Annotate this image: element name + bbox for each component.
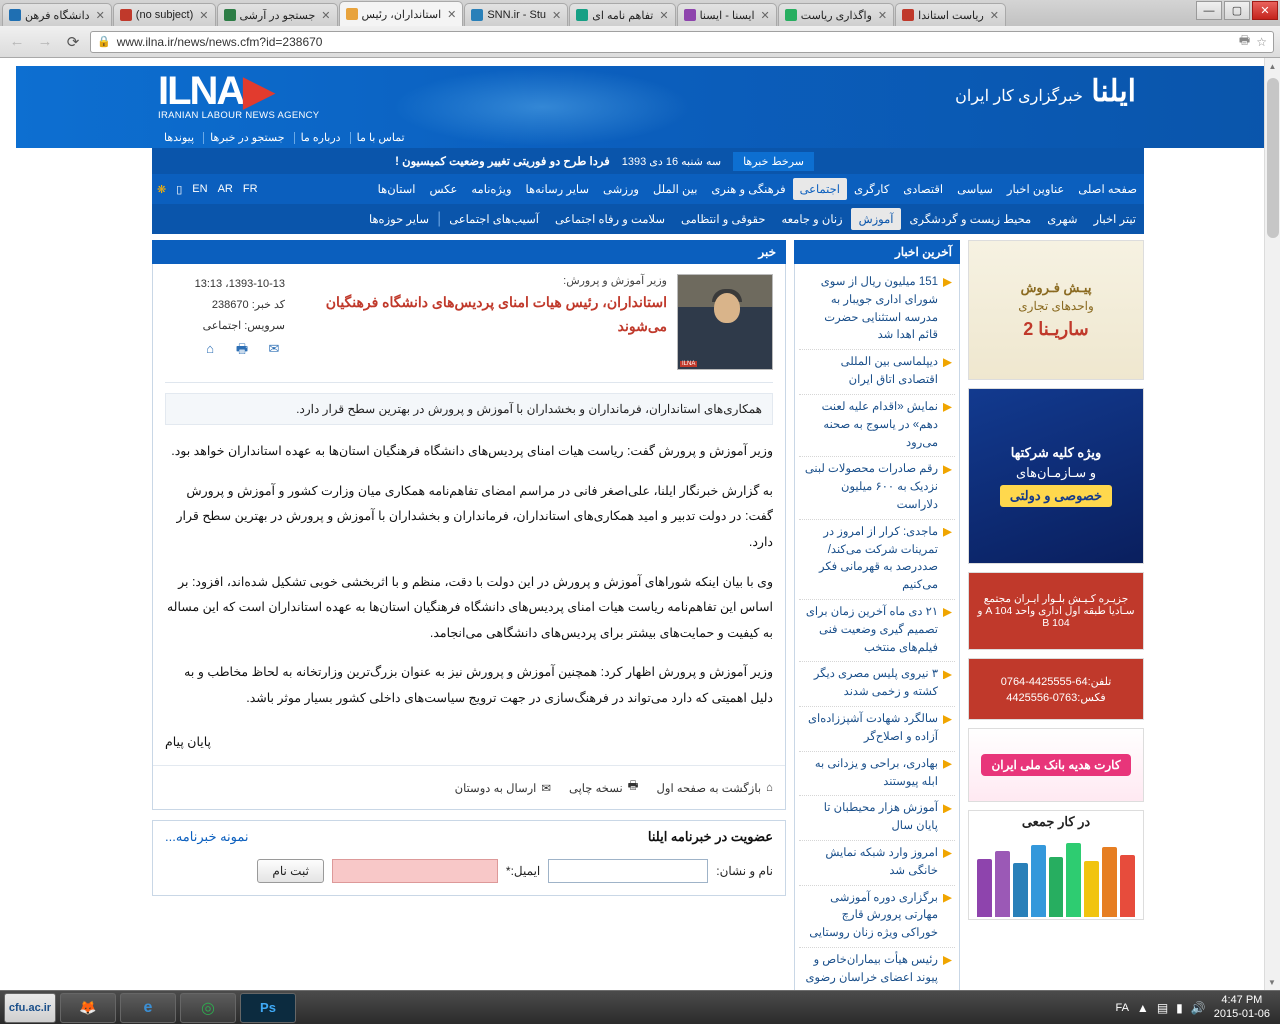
list-item[interactable] — [799, 270, 955, 350]
latest-item-label: رئیس هیأت بیماران‌خاص و پیوند اعضای خراسان رضوی — [805, 954, 938, 984]
latest-news-column — [794, 240, 960, 990]
newsletter-name-input[interactable] — [548, 859, 708, 883]
back-icon[interactable]: ← — [9, 33, 25, 50]
browser-tab-8[interactable] — [895, 3, 1006, 26]
nav-item-culture-art[interactable]: فرهنگی و هنری — [711, 184, 786, 196]
print-icon[interactable]: 🖶 — [1238, 33, 1251, 47]
ad-badge: خصوصی و دولتی — [1000, 485, 1112, 507]
subnav-item-health-welfare[interactable]: سلامت و رفاه اجتماعی — [554, 214, 665, 226]
browser-tab-2[interactable] — [217, 3, 338, 26]
printer-icon: 🖶 — [627, 780, 639, 793]
ad-line-1: پیـش فـروش — [1020, 280, 1092, 295]
tab-favicon — [471, 9, 483, 21]
tab-favicon — [902, 9, 914, 21]
newsletter-submit-button[interactable]: ثبت نام — [257, 859, 324, 883]
subnav-item-legal-police[interactable]: حقوقی و انتظامی — [681, 214, 766, 226]
subnav-item-urban[interactable]: شهری — [1047, 214, 1078, 226]
nav-item-economic[interactable]: اقتصادی — [903, 184, 944, 196]
nav-item-social[interactable]: اجتماعی — [793, 178, 847, 200]
email-icon[interactable]: ✉ — [268, 341, 280, 357]
latest-item-label: سالگرد شهادت آشپززاده‌ای آزاده و اصلاح‌گر — [808, 713, 938, 743]
ad-contact-phone[interactable] — [968, 658, 1144, 720]
browser-tab-6[interactable] — [677, 3, 777, 26]
article-lead: همکاری‌های استانداران، فرمانداران و بخشداران با آموزش و پرورش در بهترین سطح قرار دارد. — [165, 393, 773, 425]
latest-news-title: آخرین اخبار — [794, 240, 960, 264]
article-column — [152, 240, 786, 990]
scroll-up-icon[interactable]: ▲ — [1268, 61, 1277, 71]
subnav-item-other-areas[interactable]: سایر حوزه‌ها — [368, 214, 430, 226]
ilna-logo[interactable] — [158, 69, 388, 121]
arrow-bullet-icon — [943, 403, 952, 412]
article-code-label: کد خبر: — [251, 298, 285, 311]
banner-link-about[interactable]: درباره ما — [294, 132, 347, 144]
newsletter-sample-link[interactable]: نمونه خبرنامه... — [165, 829, 249, 845]
nav-item-photo[interactable]: عکس — [429, 184, 458, 196]
taskbar-item-photoshop[interactable]: Ps — [240, 993, 296, 1023]
tab-close-icon[interactable]: ✕ — [760, 9, 770, 22]
bookmark-star-icon[interactable]: ☆ — [1256, 34, 1267, 49]
banner-links — [158, 131, 411, 144]
minimize-button[interactable]: — — [1196, 1, 1222, 20]
tab-strip — [0, 0, 1280, 26]
article-end-note: پایان پیام — [165, 734, 212, 749]
envelope-icon: ✉ — [541, 782, 552, 795]
article-paragraph: وی با بیان اینکه شوراهای آموزش و پرورش در این دولت با دقت، منظم و با اثربخشی خوبی تشکیل شده‌اند، افزود: بر اساس این تفاهم‌نامه ریاست هیات امنای پردیس‌های دانشگاه فرهنگیان استان‌ها به عهده استانداران است که این مساله به کیفیت و حمایت‌های بیشتر برای پردیس‌های دانشگاهی می‌انجامد. — [166, 574, 773, 640]
tab-label: واگذاری ریاست — [800, 9, 872, 22]
rss-icon[interactable]: ❋ — [157, 183, 167, 196]
subnav-divider: | — [437, 210, 442, 227]
tab-label: تفاهم نامه ای — [592, 9, 654, 22]
browser-tab-5[interactable] — [569, 3, 675, 26]
list-item[interactable] — [799, 395, 955, 457]
subnav-item-environment-tourism[interactable]: محیط زیست و گردشگری — [909, 214, 1032, 226]
brand-name: ایلنا — [1091, 75, 1136, 108]
article-service-value[interactable]: اجتماعی — [202, 319, 242, 332]
clock-time: 4:47 PM — [1221, 993, 1263, 1006]
taskbar-item-internet-explorer[interactable]: e — [120, 993, 176, 1023]
browser-tab-4[interactable] — [464, 3, 568, 26]
back-to-home-link[interactable] — [657, 778, 773, 797]
latest-news-list — [794, 264, 960, 990]
page-scrollbar[interactable] — [1264, 58, 1280, 990]
nav-item-sports[interactable]: ورزشی — [603, 184, 639, 196]
article-code-value: 238670 — [211, 298, 249, 311]
logo-main-text: ILNA — [158, 69, 244, 113]
mobile-icon[interactable]: ▯ — [176, 183, 183, 196]
clock[interactable] — [1214, 994, 1270, 1022]
taskbar-item-cfu[interactable]: cfu.ac.ir — [4, 993, 56, 1023]
forward-icon[interactable]: → — [37, 33, 53, 50]
tab-close-icon[interactable]: ✕ — [321, 9, 331, 22]
lang-fr[interactable]: FR — [242, 183, 258, 195]
tab-close-icon[interactable]: ✕ — [989, 9, 999, 22]
arrow-bullet-icon — [943, 715, 952, 724]
volume-icon[interactable]: 🔊 — [1190, 1000, 1206, 1015]
tab-favicon — [120, 9, 132, 21]
latest-item-label: آموزش هزار محیطبان تا پایان سال — [823, 802, 938, 833]
lang-ar[interactable]: AR — [217, 183, 233, 195]
subnav-item-social-harms[interactable]: آسیب‌های اجتماعی — [449, 214, 539, 226]
home-icon: ⌂ — [766, 781, 773, 794]
url-text: www.ilna.ir/news/news.cfm?id=238670 — [116, 34, 323, 49]
article-service-label: سرویس: — [244, 319, 285, 332]
ad-caption: در کار جمعی — [1021, 814, 1091, 829]
article-header — [153, 264, 785, 370]
article-box — [152, 264, 786, 810]
page-viewport — [0, 58, 1280, 990]
arrow-bullet-icon — [943, 528, 952, 537]
latest-item-label: بهادری، براحی و یزدانی به ابله پیوستند — [814, 757, 938, 788]
world-map-graphic — [392, 68, 692, 146]
tab-close-icon[interactable]: ✕ — [95, 9, 105, 22]
newsletter-header — [153, 821, 785, 853]
network-icon[interactable]: ▤ — [1156, 1000, 1169, 1015]
tab-favicon — [785, 9, 797, 21]
ad-group-work-pencils[interactable] — [968, 810, 1144, 920]
back-to-home-label: بازگشت به صفحه اول — [656, 782, 762, 795]
windows-taskbar — [0, 990, 1280, 1024]
article-paragraph: وزیر آموزش و پرورش گفت: ریاست هیات امنای پردیس‌های دانشگاه فرهنگیان استان‌ها به عهده استانداران خواهد بود. — [171, 444, 773, 458]
ad-sarina-commercial[interactable] — [968, 240, 1144, 380]
subnav-item-news-titles[interactable]: تیتر اخبار — [1093, 214, 1136, 226]
arrow-bullet-icon — [943, 804, 952, 813]
reload-icon[interactable]: ⟳ — [66, 33, 80, 51]
article-paragraph: وزیر آموزش و پرورش اظهار کرد: همچنین آموزش و پرورش نیز به عنوان بزرگ‌ترین وزارتخانه به لحاظ مخاطب و به دلیل اهمیتی که دارد می‌تواند در فرهنگ‌سازی در جهت ترویج سیاست‌های داخلی کشور بسیار موثر باشد. — [184, 665, 773, 705]
print-icon[interactable]: 🖶 — [235, 341, 249, 357]
newsletter-email-label: ایمیل:* — [505, 864, 541, 879]
list-item[interactable] — [799, 520, 955, 600]
logo-subtitle: IRANIAN LABOUR NEWS AGENCY — [158, 110, 320, 121]
newsletter-name-label: نام و نشان: — [716, 864, 773, 879]
arrow-bullet-icon — [943, 956, 952, 965]
banner-link-links[interactable]: پیوندها — [164, 132, 195, 144]
headline-tag: سرخط خبرها — [733, 152, 814, 171]
tab-favicon — [224, 9, 236, 21]
arrow-bullet-icon — [943, 358, 952, 367]
tab-label: جستجو در آرشی — [239, 9, 316, 22]
list-item[interactable] — [799, 662, 955, 707]
headline-text[interactable]: فردا طرح دو فوریتی تغییر وضعیت کمیسیون ! — [395, 156, 610, 168]
browser-tab-7[interactable] — [778, 3, 894, 26]
latest-item-label: دیپلماسی بین المللی اقتصادی اتاق ایران — [840, 356, 938, 387]
ad-line-3: ساریـنا 2 — [1023, 319, 1089, 339]
logo-text — [158, 69, 388, 113]
arrow-bullet-icon — [943, 849, 952, 858]
taskbar-item-firefox[interactable]: 🦊 — [60, 993, 116, 1023]
tab-close-icon[interactable]: ✕ — [447, 8, 457, 21]
tab-label: SNN.ir - Stu — [487, 9, 547, 21]
send-to-friends-link[interactable] — [455, 778, 551, 797]
navigation-toolbar — [0, 26, 1280, 58]
browser-tab-1[interactable] — [113, 3, 216, 26]
window-controls — [1196, 1, 1278, 20]
tab-close-icon[interactable]: ✕ — [659, 9, 669, 22]
ad-melli-gift-card[interactable] — [968, 728, 1144, 802]
ilna-website — [16, 66, 1280, 990]
latest-item-label: ۳ نیروی پلیس مصری دیگر کشته و زخمی شدند — [813, 668, 938, 699]
chevron-up-icon[interactable]: ▲ — [1136, 1000, 1149, 1015]
ad-fax: فکس:0763-4425556 — [1006, 691, 1106, 704]
ad-line-1: ویژه کلیه شرکتها — [1010, 445, 1102, 460]
nav-item-labour[interactable]: کارگری — [853, 184, 890, 196]
primary-navigation — [152, 174, 1144, 204]
secondary-navigation — [152, 204, 1144, 234]
arrow-bullet-icon — [943, 608, 952, 617]
advertisement-column — [968, 240, 1144, 990]
article-body — [153, 439, 785, 755]
tab-favicon — [9, 9, 21, 21]
article-tool-icons — [165, 337, 285, 359]
nav-item-headlines[interactable]: عناوین اخبار — [1006, 184, 1065, 196]
system-tray — [1115, 994, 1276, 1022]
nav-item-international[interactable]: بین الملل — [652, 184, 698, 196]
list-item[interactable] — [799, 350, 955, 395]
arrow-bullet-icon — [943, 894, 952, 903]
arrow-bullet-icon — [943, 278, 952, 287]
home-icon[interactable]: ⌂ — [206, 341, 214, 357]
arrow-bullet-icon — [943, 670, 952, 679]
nav-item-special[interactable]: ویژه‌نامه — [471, 184, 512, 196]
article-section-header: خبر — [152, 240, 786, 264]
page-content — [152, 240, 1144, 990]
divider — [165, 382, 773, 383]
close-button[interactable]: ✕ — [1252, 1, 1278, 20]
ad-kish-island[interactable] — [968, 572, 1144, 650]
list-item[interactable] — [799, 796, 955, 841]
battery-icon[interactable]: ▮ — [1176, 1000, 1183, 1015]
list-item[interactable] — [799, 886, 955, 948]
latest-item-label: امروز وارد شبکه نمایش خانگی شد — [825, 846, 938, 877]
nav-item-other-media[interactable]: سایر رسانه‌ها — [525, 184, 590, 196]
latest-item-label: 151 میلیون ریال از سوی شورای اداری جویبار به مدرسه استثنایی حضرت قائم اهدا شد — [820, 276, 938, 342]
browser-tab-3-active[interactable] — [339, 1, 464, 26]
list-item[interactable] — [799, 752, 955, 797]
lang-en[interactable]: EN — [192, 183, 208, 195]
logo-dot-icon: ▶ — [243, 69, 273, 113]
pencils-graphic — [969, 833, 1143, 919]
ad-line-2: و سـازمـان‌های — [1015, 465, 1097, 480]
latest-item-label: نمایش «اقدام علیه لعنت دهم» در یاسوج به صحنه می‌رود — [821, 400, 938, 449]
latest-item-label: برگزاری دوره آموزشی مهارتی پرورش قارچ خوراکی ویژه زنان روستایی — [809, 891, 938, 940]
tab-favicon — [576, 9, 588, 21]
brand-subtitle: خبرگزاری کار ایران — [955, 88, 1083, 105]
latest-item-label: ۲۱ دی ماه آخرین زمان برای تصمیم گیری وضعیت فنی فیلم‌های منتخب — [805, 606, 938, 654]
article-datetime: 1393-10-13، 13:13 — [194, 278, 285, 290]
banner-link-contact[interactable]: تماس با ما — [350, 132, 411, 144]
address-bar[interactable] — [90, 31, 1274, 53]
article-photo — [677, 274, 773, 370]
tab-close-icon[interactable]: ✕ — [877, 9, 888, 22]
list-item[interactable] — [799, 841, 955, 886]
tab-label: ایسنا - ایسنا — [699, 9, 755, 22]
tab-label: ریاست استاندا — [918, 9, 984, 22]
tab-label: استانداران، رئیس — [361, 8, 442, 21]
newsletter-title: عضویت در خبرنامه ایلنا — [647, 829, 773, 845]
list-item[interactable] — [799, 600, 955, 662]
ad-companies-organizations[interactable] — [968, 388, 1144, 564]
language-indicator[interactable]: FA — [1115, 1001, 1129, 1014]
article-footer-links — [153, 765, 785, 809]
latest-item-label: رقم صادرات محصولات لبنی نزدیک به ۶۰۰ میلیون دلاراست — [804, 463, 938, 511]
maximize-button[interactable]: ▢ — [1224, 1, 1250, 20]
site-banner — [16, 66, 1280, 148]
print-version-link[interactable] — [569, 778, 639, 797]
article-paragraph: به گزارش خبرنگار ایلنا، علی‌اصغر فانی در مراسم امضای تفاهم‌نامه همکاری میان وزارت کشور و آموزش و پرورش گفت: در دولت تدبیر و امید همکاری‌های استانداران، فرمانداران و بخشداران با آموزش و پرورش در بهترین سطح قرار دارد. — [176, 483, 773, 549]
tab-label: (no subject) — [135, 9, 194, 21]
banner-link-search[interactable]: جستجو در خبرها — [203, 132, 290, 144]
subnav-item-women-society[interactable]: زنان و جامعه — [781, 214, 843, 226]
list-item[interactable] — [799, 457, 955, 519]
arrow-bullet-icon — [943, 465, 952, 474]
scroll-down-icon[interactable]: ▼ — [1268, 977, 1276, 987]
page-title: استانداران، رئیس هیات امنای پردیس‌های دانشگاه فرهنگیان می‌شوند — [325, 294, 667, 334]
site-brand-fa — [955, 74, 1136, 109]
tab-favicon — [346, 8, 358, 20]
nav-item-political[interactable]: سیاسی — [957, 184, 993, 196]
nav-item-home[interactable]: صفحه اصلی — [1078, 184, 1137, 196]
newsletter-email-input[interactable] — [332, 859, 498, 883]
newsletter-signup — [152, 820, 786, 896]
ad-text: جزیـره کـیـش بلـوار ایـران مجتمع سـادیا طبقه اول اداری واحد A 104 و B 104 — [977, 593, 1135, 629]
clock-date: 2015-01-06 — [1213, 1007, 1270, 1020]
ad-phone: تلفن:64-4425555-0764 — [1000, 675, 1112, 688]
tab-favicon — [684, 9, 696, 21]
send-to-friends-label: ارسال به دوستان — [454, 782, 537, 795]
list-item[interactable] — [799, 948, 955, 990]
subnav-item-education[interactable]: آموزش — [851, 208, 902, 230]
page-info-icon[interactable]: 🔒 — [97, 36, 111, 48]
article-title-block — [295, 274, 667, 370]
headline-bar — [152, 148, 1144, 174]
arrow-bullet-icon — [943, 760, 952, 769]
taskbar-item-chrome[interactable]: ◎ — [180, 993, 236, 1023]
list-item[interactable] — [799, 707, 955, 752]
tab-close-icon[interactable]: ✕ — [552, 9, 562, 22]
latest-item-label: ماجدی: کرار از امروز در تمرینات شرکت می‌کند/ صددرصد به قهرمانی فکر می‌کنیم — [818, 525, 938, 592]
print-version-label: نسخه چاپی — [569, 782, 623, 795]
ad-text: کارت هدیه بانک ملی ایران — [981, 754, 1130, 776]
article-meta — [165, 274, 285, 370]
photo-watermark: ILNA — [682, 361, 696, 367]
article-kicker: وزیر آموزش و پرورش: — [563, 275, 667, 287]
tab-label: دانشگاه فرهن — [25, 9, 90, 22]
browser-tab-0[interactable] — [2, 3, 112, 26]
nav-item-provinces[interactable]: استان‌ها — [377, 184, 416, 196]
tab-close-icon[interactable]: ✕ — [199, 9, 209, 22]
ad-line-2: واحدهای تجاری — [1018, 299, 1094, 313]
scrollbar-thumb[interactable] — [1267, 78, 1279, 238]
newsletter-form — [153, 853, 785, 895]
headline-date: سه شنبه 16 دی 1393 — [621, 155, 722, 168]
